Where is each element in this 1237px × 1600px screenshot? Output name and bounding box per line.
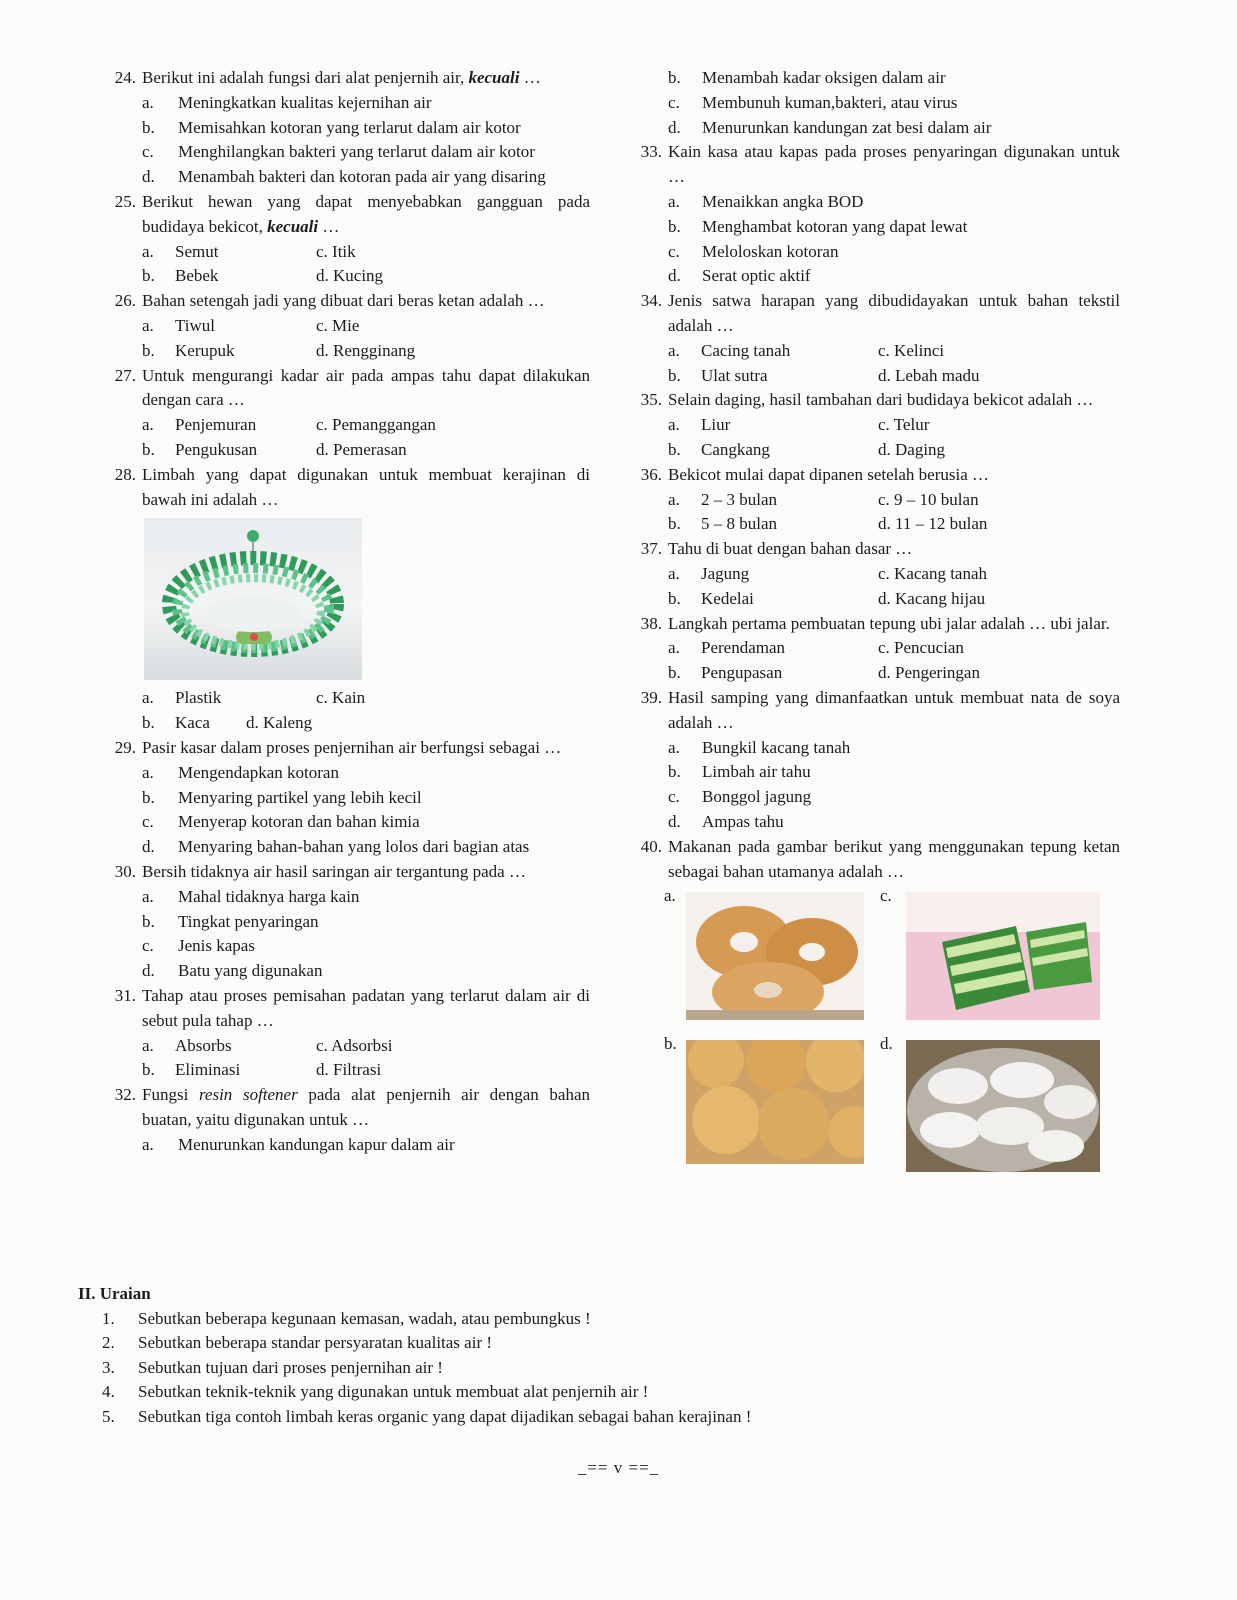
options-34ac: a. Cacing tanah c. Kelinci <box>668 340 945 360</box>
options-27bd: b. Pengukusan d. Pemerasan <box>142 439 407 459</box>
options-28bd: b. Kaca d. Kaleng <box>142 713 313 733</box>
question-25: 25. Berikut hewan yang dapat menyebabkan gangguan pada budidaya bekicot, kecuali … <box>114 191 590 236</box>
left-column <box>104 66 590 1157</box>
options-28ac: a. Plastik c. Kain <box>142 688 366 708</box>
question-36: 36. Bekicot mulai dapat dipanen setelah berusia … <box>640 464 990 484</box>
question-38: 38. Langkah pertama pembuatan tepung ubi jalar adalah … ubi jalar. <box>640 613 1110 633</box>
question-31: 31. Tahap atau proses pemisahan padatan yang terlarut dalam air di sebut pula tahap … <box>114 985 590 1030</box>
options-36bd: b. 5 – 8 bulan d. 11 – 12 bulan <box>668 514 988 534</box>
options-31bd: b. Eliminasi d. Filtrasi <box>142 1060 382 1080</box>
question-39: 39. Hasil samping yang dimanfaatkan untuk membuat nata de soya adalah … <box>640 687 1120 732</box>
question-37: 37. Tahu di buat dengan bahan dasar … <box>640 539 913 559</box>
food-label-a: a. <box>664 886 676 906</box>
options-27ac: a. Penjemuran c. Pemanggangan <box>142 415 436 435</box>
options-35ac: a. Liur c. Telur <box>668 415 930 435</box>
question-30: 30. Bersih tidaknya air hasil saringan air tergantung pada … <box>114 861 526 881</box>
food-label-d: d. <box>880 1034 893 1054</box>
option-39a: a. Bungkil kacang tanah <box>668 737 851 757</box>
option-30d: d. Batu yang digunakan <box>142 961 323 981</box>
option-32a: a. Menurunkan kandungan kapur dalam air <box>142 1134 455 1154</box>
option-24c: c. Menghilangkan bakteri yang terlarut dalam air kotor <box>142 142 535 162</box>
options-38ac: a. Perendaman c. Pencucian <box>668 638 964 658</box>
essay-item: 2. Sebutkan beberapa standar persyaratan kualitas air ! <box>102 1333 493 1353</box>
options-35bd: b. Cangkang d. Daging <box>668 439 946 459</box>
question-27: 27. Untuk mengurangi kadar air pada ampas tahu dapat dilakukan dengan cara … <box>114 365 590 410</box>
question-28: 28. Limbah yang dapat digunakan untuk membuat kerajinan di bawah ini adalah … <box>114 464 590 509</box>
food-label-c: c. <box>880 886 892 906</box>
options-37ac: a. Jagung c. Kacang tanah <box>668 563 988 583</box>
food-label-b: b. <box>664 1034 677 1054</box>
option-39c: c. Bonggol jagung <box>668 787 812 807</box>
question-40: 40. Makanan pada gambar berikut yang menggunakan tepung ketan sebagai bahan utamanya adalah … <box>640 836 1120 881</box>
right-column <box>630 66 1120 1162</box>
option-33d: d. Serat optic aktif <box>668 266 811 286</box>
options-31ac: a. Absorbs c. Adsorbsi <box>142 1035 393 1055</box>
option-32c: c. Membunuh kuman,bakteri, atau virus <box>668 92 958 112</box>
option-29c: c. Menyerap kotoran dan bahan kimia <box>142 812 420 832</box>
kue-putih-image <box>906 1040 1100 1172</box>
question-35: 35. Selain daging, hasil tambahan dari budidaya bekicot adalah … <box>640 390 1094 410</box>
option-24d: d. Menambah bakteri dan kotoran pada air yang disaring <box>142 167 546 187</box>
options-26ac: a. Tiwul c. Mie <box>142 315 360 335</box>
options-37bd: b. Kedelai d. Kacang hijau <box>668 588 986 608</box>
donut-image <box>686 892 864 1020</box>
question-34: 34. Jenis satwa harapan yang dibudidayakan untuk bahan tekstil adalah … <box>640 291 1120 335</box>
essay-section <box>78 1282 1158 1430</box>
question-29: 29. Pasir kasar dalam proses penjernihan air berfungsi sebagai … <box>114 737 562 757</box>
essay-heading: II. Uraian <box>78 1284 151 1303</box>
option-32d: d. Menurunkan kandungan zat besi dalam air <box>668 117 992 137</box>
options-25bd: b. Bebek d. Kucing <box>142 266 384 286</box>
options-25ac: a. Semut c. Itik <box>142 241 356 261</box>
lapis-cake-image <box>906 892 1100 1020</box>
lapis-cake-illustration <box>906 892 1100 1020</box>
donut-illustration <box>686 892 864 1020</box>
bracelet-image <box>144 518 362 680</box>
options-26bd: b. Kerupuk d. Rengginang <box>142 340 416 360</box>
option-29d: d. Menyaring bahan-bahan yang lolos dari bagian atas <box>142 837 530 857</box>
bead-bracelet-illustration <box>144 518 362 680</box>
option-33c: c. Meloloskan kotoran <box>668 241 839 261</box>
option-30c: c. Jenis kapas <box>142 936 255 956</box>
onde-onde-image <box>686 1040 864 1164</box>
options-38bd: b. Pengupasan d. Pengeringan <box>668 663 980 683</box>
question-24: 24. Berikut ini adalah fungsi dari alat penjernih air, kecuali … <box>114 68 541 87</box>
option-30a: a. Mahal tidaknya harga kain <box>142 886 360 906</box>
option-32b: b. Menambah kadar oksigen dalam air <box>668 68 946 87</box>
option-33b: b. Menghambat kotoran yang dapat lewat <box>668 216 968 236</box>
food-image-grid <box>630 884 1120 1162</box>
question-33: 33. Kain kasa atau kapas pada proses penyaringan digunakan untuk … <box>640 142 1120 187</box>
page-footer: _== v ==_ <box>577 1458 660 1477</box>
essay-item: 4. Sebutkan teknik-teknik yang digunakan untuk membuat alat penjernih air ! <box>102 1382 649 1402</box>
essay-item: 3. Sebutkan tujuan dari proses penjernihan air ! <box>102 1357 443 1377</box>
option-39b: b. Limbah air tahu <box>668 762 811 782</box>
question-32: 32. Fungsi resin softener pada alat penjernih air dengan bahan buatan, yaitu digunakan untuk … <box>114 1085 590 1129</box>
options-36ac: a. 2 – 3 bulan c. 9 – 10 bulan <box>668 489 979 509</box>
option-29a: a. Mengendapkan kotoran <box>142 762 339 782</box>
option-24a: a. Meningkatkan kualitas kejernihan air <box>142 92 432 112</box>
essay-item: 5. Sebutkan tiga contoh limbah keras organic yang dapat dijadikan sebagai bahan kerajinan ! <box>102 1406 752 1426</box>
option-29b: b. Menyaring partikel yang lebih kecil <box>142 787 422 807</box>
options-34bd: b. Ulat sutra d. Lebah madu <box>668 365 980 385</box>
option-39d: d. Ampas tahu <box>668 811 784 831</box>
option-30b: b. Tingkat penyaringan <box>142 911 319 931</box>
onde-onde-illustration <box>686 1040 864 1164</box>
white-cake-illustration <box>906 1040 1100 1172</box>
question-26: 26. Bahan setengah jadi yang dibuat dari beras ketan adalah … <box>114 291 545 311</box>
option-24b: b. Memisahkan kotoran yang terlarut dalam air kotor <box>142 117 521 137</box>
option-33a: a. Menaikkan angka BOD <box>668 191 864 211</box>
essay-item: 1. Sebutkan beberapa kegunaan kemasan, wadah, atau pembungkus ! <box>102 1308 591 1328</box>
